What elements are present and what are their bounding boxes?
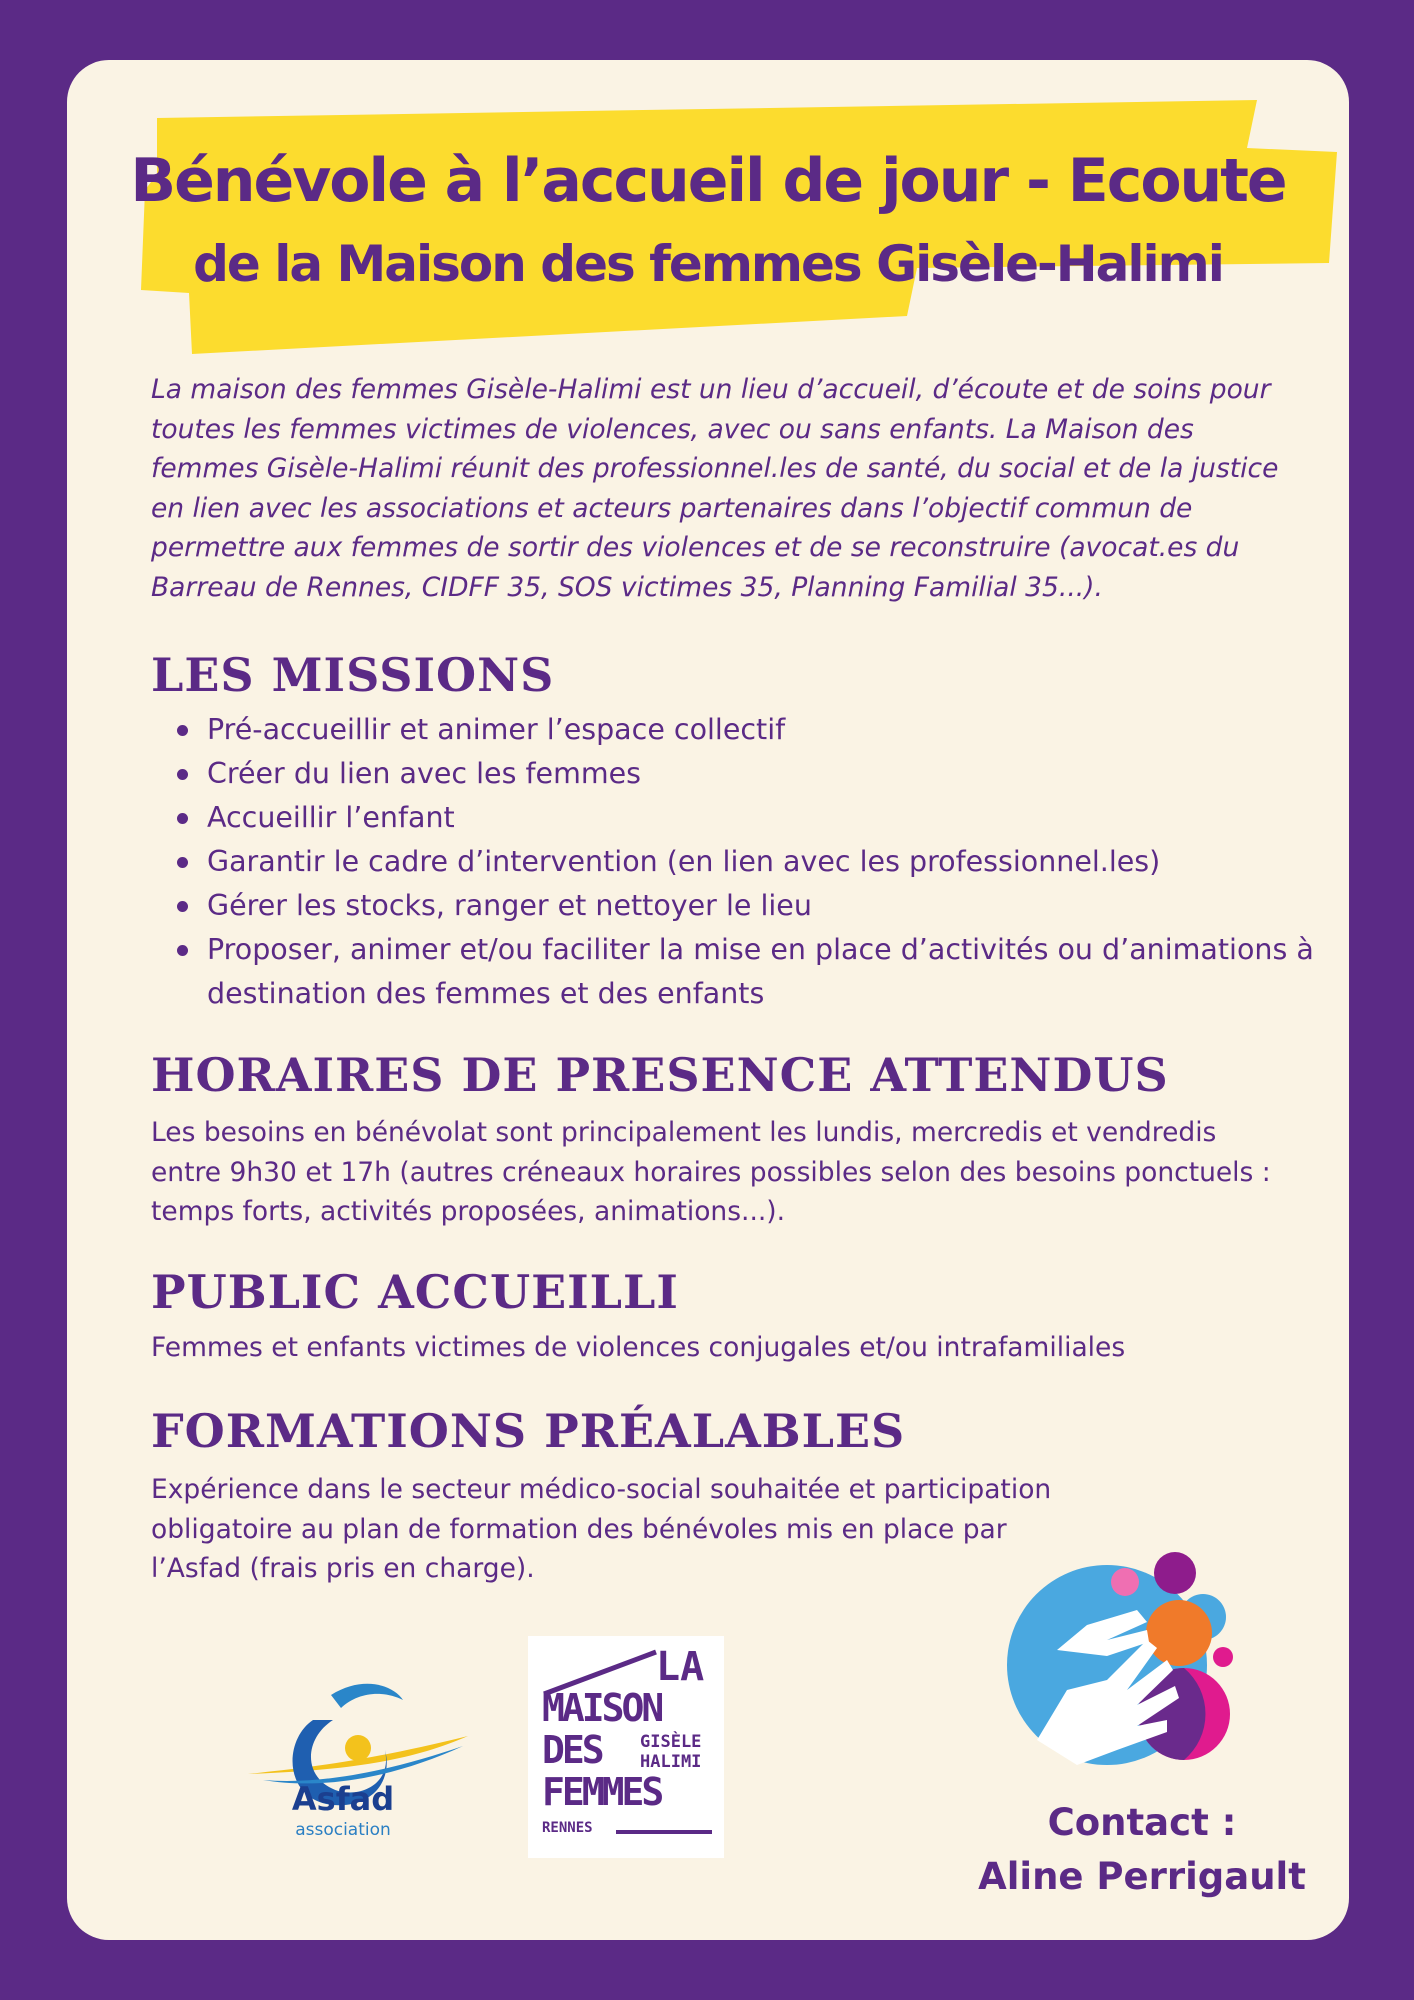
mission-item: Pré-accueillir et animer l’espace collectif — [151, 708, 1349, 752]
horaires-text: Les besoins en bénévolat sont principalement les lundis, mercredis et vendredis entre 9h30 et 17h (autres créneaux horaires possibles selon des besoins ponctuels : temps forts, activités proposées, animations...). — [151, 1117, 1271, 1227]
logo-text-maison: MAISON — [542, 1686, 662, 1730]
logo-text-femmes: FEMMES — [542, 1770, 662, 1814]
mission-item: Gérer les stocks, ranger et nettoyer le lieu — [151, 884, 1349, 928]
formations-text: Expérience dans le secteur médico-social souhaitée et participation obligatoire au plan de formation des bénévoles mis en place par l’Asfad (frais pris en charge). — [151, 1474, 1052, 1584]
title-highlight-brush — [97, 78, 1337, 368]
logo-text-des: DES — [542, 1728, 602, 1772]
asfad-logo-icon — [243, 1650, 473, 1880]
contact-label: Contact : — [1047, 1801, 1237, 1844]
logo-text-halimi: HALIMI — [640, 1752, 702, 1772]
missions-heading: LES MISSIONS — [151, 648, 555, 702]
maison-des-femmes-logo — [528, 1636, 724, 1858]
missions-list — [151, 708, 1349, 1016]
mission-item: Garantir le cadre d’intervention (en lien avec les professionnel.les) — [151, 840, 1349, 884]
intro-paragraph: La maison des femmes Gisèle-Halimi est un lieu d’accueil, d’écoute et de soins pour toutes les femmes victimes de violences, avec ou sans enfants. La Maison des femmes Gisèle-Halimi réunit des professionnel.les de santé, du social et de la justice en lien avec les associations et acteurs partenaires dans l’objectif commun de permettre aux femmes de sortir des violences et de se reconstruire (avocat.es du Barreau de Rennes, CIDFF 35, SOS victimes 35, Planning Familial 35...). — [151, 374, 1279, 603]
asfad-name: Asfad — [291, 1780, 395, 1818]
horaires-heading: HORAIRES DE PRESENCE ATTENDUS — [151, 1048, 1169, 1102]
logo-text-rennes: RENNES — [542, 1820, 593, 1836]
mission-item: Proposer, animer et/ou faciliter la mise en place d’activités ou d’animations à destination des femmes et des enfants — [151, 928, 1349, 1016]
page-title-line-1: Bénévole à l’accueil de jour - Ecoute — [130, 146, 1286, 216]
contact-block — [957, 1796, 1327, 1904]
mission-item: Accueillir l’enfant — [151, 796, 1349, 840]
logo-underline — [616, 1830, 712, 1834]
public-text: Femmes et enfants victimes de violences conjugales et/ou intrafamiliales — [151, 1332, 1126, 1363]
logo-text-la: LA — [656, 1644, 705, 1690]
page-title-line-2: de la Maison des femmes Gisèle-Halimi — [193, 235, 1223, 293]
mission-item: Créer du lien avec les femmes — [151, 752, 1349, 796]
contact-name: Aline Perrigault — [978, 1855, 1306, 1898]
asfad-subtitle: association — [295, 1820, 391, 1840]
hands-circles-logo-icon — [997, 1530, 1297, 1830]
logo-text-gisele: GISÈLE — [640, 1732, 702, 1752]
public-heading: PUBLIC ACCUEILLI — [151, 1265, 679, 1319]
flyer-card — [67, 60, 1349, 1940]
formations-heading: FORMATIONS PRÉALABLES — [151, 1404, 906, 1458]
